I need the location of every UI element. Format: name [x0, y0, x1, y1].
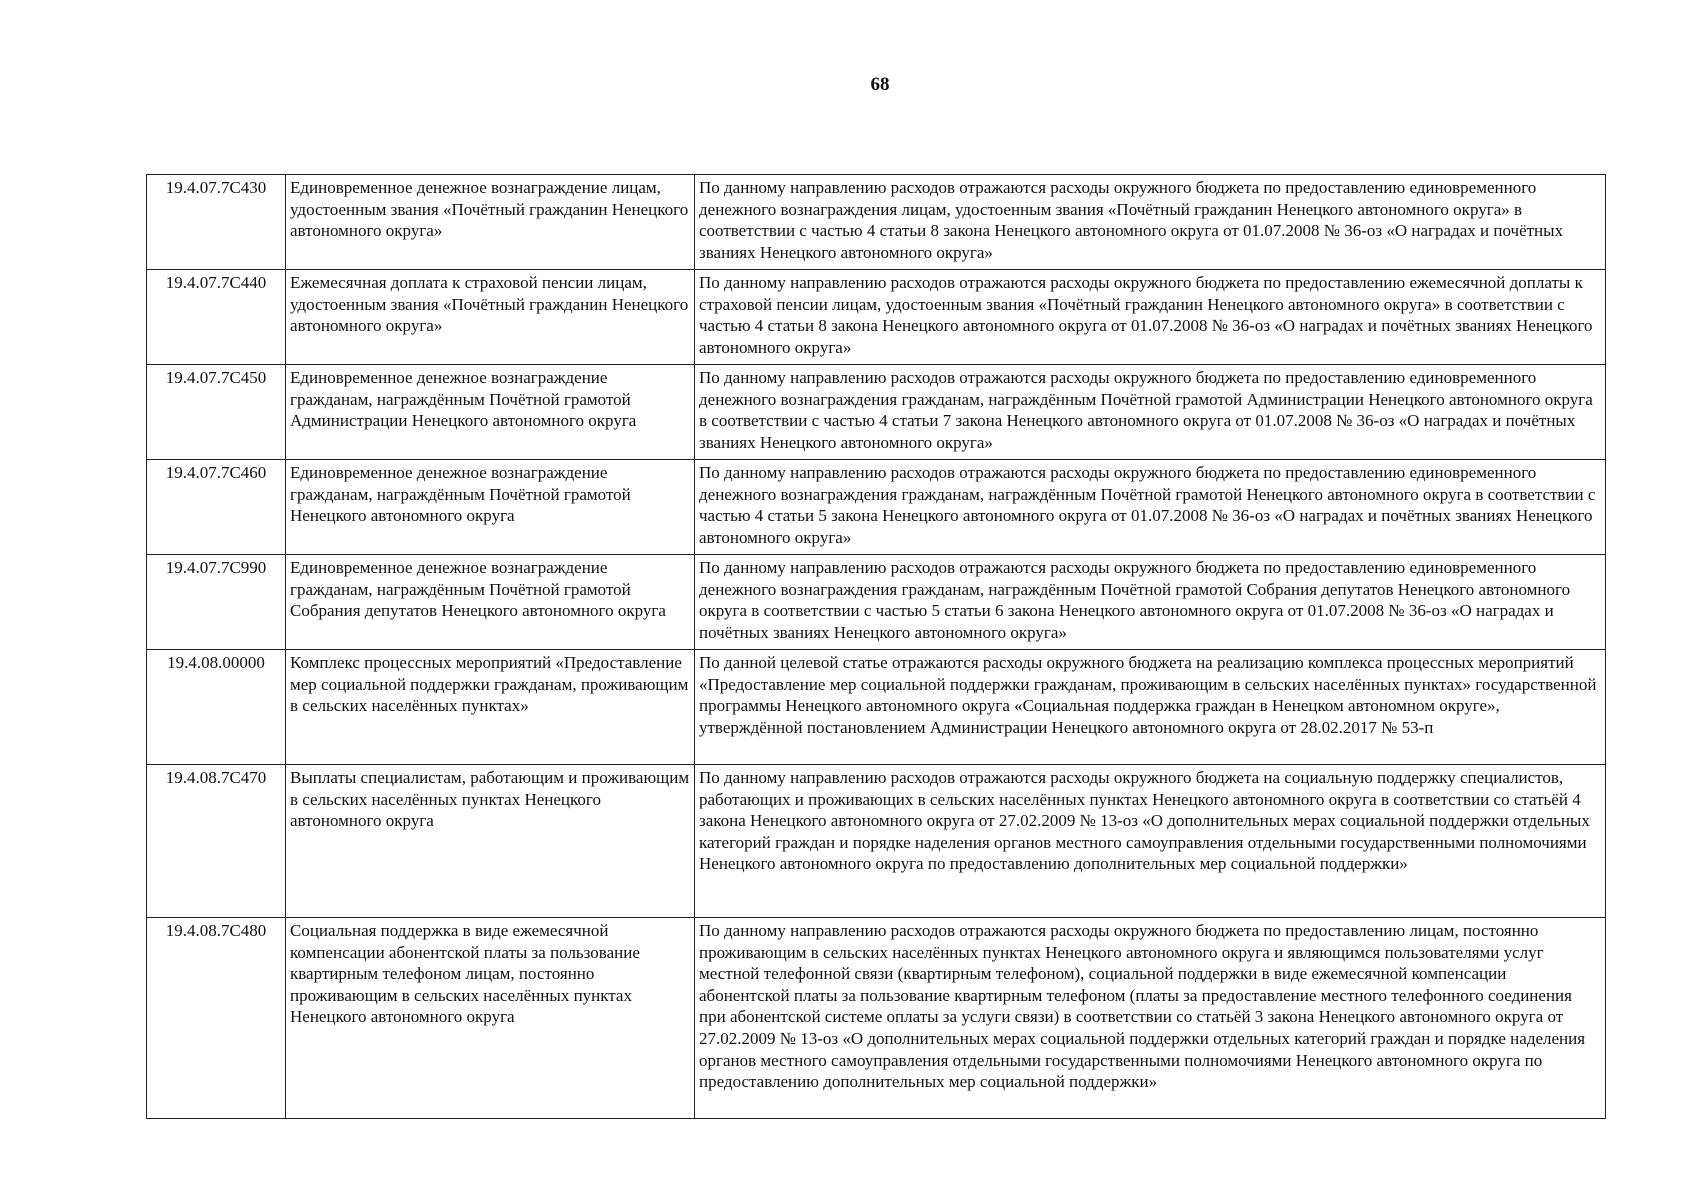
table-row — [147, 650, 1606, 765]
target-code: 19.4.08.7С470 — [147, 765, 286, 918]
expense-description: По данному направлению расходов отражаются расходы окружного бюджета по предоставлению лицам, постоянно проживающим в сельских населённых пунктах Ненецкого автономного округа и являющимся пользователями услуг местной телефонной связи (квартирным телефоном), социальной поддержки в виде ежемесячной компенсации абонентской платы за пользование квартирным телефоном (платы за предоставление местного телефонного соединения при абонентской системе оплаты за услуги связи) в соответствии со статьёй 3 закона Ненецкого автономного округа от 27.02.2009 № 13-оз «О дополнительных мерах социальной поддержки отдельных категорий граждан и порядке наделения органов местного самоуправления отдельными государственными полномочиями Ненецкого автономного округа по предоставлению дополнительных мер социальной поддержки» — [695, 918, 1606, 1119]
target-code: 19.4.07.7С460 — [147, 460, 286, 555]
expense-description: По данному направлению расходов отражаются расходы окружного бюджета по предоставлению ежемесячной доплаты к страховой пенсии лицам, удостоенным звания «Почётный гражданин Ненецкого автономного округа» в соответствии с частью 4 статьи 8 закона Ненецкого автономного округа от 01.07.2008 № 36-оз «О наградах и почётных званиях Ненецкого автономного округа» — [695, 270, 1606, 365]
expense-description: По данному направлению расходов отражаются расходы окружного бюджета по предоставлению единовременного денежного вознаграждения гражданам, награждённым Почётной грамотой Ненецкого автономного округа в соответствии с частью 4 статьи 5 закона Ненецкого автономного округа от 01.07.2008 № 36-оз «О наградах и почётных званиях Ненецкого автономного округа» — [695, 460, 1606, 555]
table-row — [147, 365, 1606, 460]
expense-name: Ежемесячная доплата к страховой пенсии лицам, удостоенным звания «Почётный гражданин Ненецкого автономного округа» — [286, 270, 695, 365]
table-row — [147, 270, 1606, 365]
target-code: 19.4.07.7С990 — [147, 555, 286, 650]
expense-description: По данному направлению расходов отражаются расходы окружного бюджета по предоставлению единовременного денежного вознаграждения гражданам, награждённым Почётной грамотой Администрации Ненецкого автономного округа в соответствии с частью 4 статьи 7 закона Ненецкого автономного округа от 01.07.2008 № 36-оз «О наградах и почётных званиях Ненецкого автономного округа» — [695, 365, 1606, 460]
expense-name: Единовременное денежное вознаграждение лицам, удостоенным звания «Почётный гражданин Ненецкого автономного округа» — [286, 175, 695, 270]
table-row — [147, 765, 1606, 918]
expense-name: Комплекс процессных мероприятий «Предоставление мер социальной поддержки гражданам, проживающим в сельских населённых пунктах» — [286, 650, 695, 765]
expense-description: По данному направлению расходов отражаются расходы окружного бюджета по предоставлению единовременного денежного вознаграждения гражданам, награждённым Почётной грамотой Собрания депутатов Ненецкого автономного округа в соответствии с частью 5 статьи 6 закона Ненецкого автономного округа от 01.07.2008 № 36-оз «О наградах и почётных званиях Ненецкого автономного округа» — [695, 555, 1606, 650]
expense-name: Единовременное денежное вознаграждение гражданам, награждённым Почётной грамотой Ненецкого автономного округа — [286, 460, 695, 555]
target-code: 19.4.08.00000 — [147, 650, 286, 765]
table-row — [147, 918, 1606, 1119]
page-number: 68 — [870, 74, 890, 95]
expense-name: Единовременное денежное вознаграждение гражданам, награждённым Почётной грамотой Администрации Ненецкого автономного округа — [286, 365, 695, 460]
expense-name: Социальная поддержка в виде ежемесячной компенсации абонентской платы за пользование квартирным телефоном лицам, постоянно проживающим в сельских населённых пунктах Ненецкого автономного округа — [286, 918, 695, 1119]
expense-description: По данной целевой статье отражаются расходы окружного бюджета на реализацию комплекса процессных мероприятий «Предоставление мер социальной поддержки гражданам, проживающим в сельских населённых пунктах» государственной программы Ненецкого автономного округа «Социальная поддержка граждан в Ненецком автономном округе», утверждённой постановлением Администрации Ненецкого автономного округа от 28.02.2017 № 53-п — [695, 650, 1606, 765]
expense-name: Выплаты специалистам, работающим и проживающим в сельских населённых пунктах Ненецкого автономного округа — [286, 765, 695, 918]
table-row — [147, 555, 1606, 650]
expense-description: По данному направлению расходов отражаются расходы окружного бюджета по предоставлению единовременного денежного вознаграждения лицам, удостоенным звания «Почётный гражданин Ненецкого автономного округа» в соответствии с частью 4 статьи 8 закона Ненецкого автономного округа от 01.07.2008 № 36-оз «О наградах и почётных званиях Ненецкого автономного округа» — [695, 175, 1606, 270]
target-code: 19.4.07.7С440 — [147, 270, 286, 365]
target-code: 19.4.07.7С430 — [147, 175, 286, 270]
budget-classification-table — [146, 174, 1606, 1119]
target-code: 19.4.07.7С450 — [147, 365, 286, 460]
table-row — [147, 175, 1606, 270]
expense-description: По данному направлению расходов отражаются расходы окружного бюджета на социальную поддержку специалистов, работающих и проживающих в сельских населённых пунктах Ненецкого автономного округа в соответствии со статьёй 4 закона Ненецкого автономного округа от 27.02.2009 № 13-оз «О дополнительных мерах социальной поддержки отдельных категорий граждан и порядке наделения органов местного самоуправления отдельными государственными полномочиями Ненецкого автономного округа по предоставлению дополнительных мер социальной поддержки» — [695, 765, 1606, 918]
table-row — [147, 460, 1606, 555]
expense-name: Единовременное денежное вознаграждение гражданам, награждённым Почётной грамотой Собрания депутатов Ненецкого автономного округа — [286, 555, 695, 650]
target-code: 19.4.08.7С480 — [147, 918, 286, 1119]
